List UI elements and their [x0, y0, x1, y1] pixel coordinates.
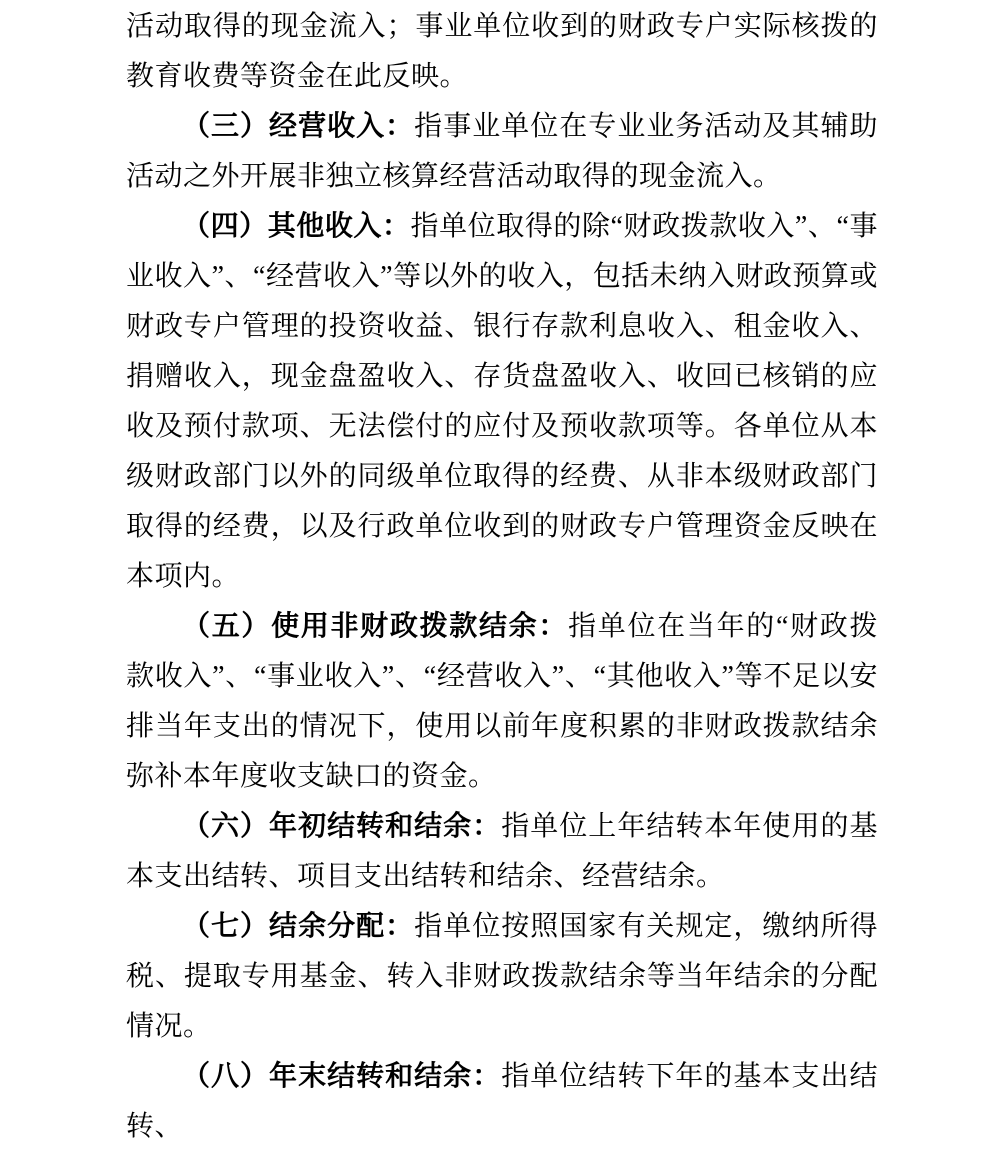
para-label: （五）使用非财政拨款结余：: [182, 611, 569, 642]
para-section-5: [126, 602, 878, 802]
para-continuation: [126, 2, 878, 102]
para-text: 指单位按照国家有关规定，缴纳所得税、提取专用基金、转入非财政拨款结余等当年结余的分配情况。: [126, 911, 878, 1042]
para-section-6: [126, 802, 878, 902]
para-text: 指单位在当年的“财政拨款收入”、“事业收入”、“经营收入”、“其他收入”等不足以安排当年支出的情况下，使用以前年度积累的非财政拨款结余弥补本年度收支缺口的资金。: [126, 611, 878, 792]
para-label: （七）结余分配：: [182, 911, 415, 942]
para-section-3: [126, 102, 878, 202]
para-label: （三）经营收入：: [182, 111, 415, 142]
para-label: （八）年末结转和结余：: [182, 1061, 502, 1092]
para-text: 指单位上年结转本年使用的基本支出结转、项目支出结转和结余、经营结余。: [126, 811, 878, 892]
para-text: 指单位取得的除“财政拨款收入”、“事业收入”、“经营收入”等以外的收入，包括未纳入财政预算或财政专户管理的投资收益、银行存款利息收入、租金收入、捐赠收入，现金盘盈收入、存货盘盈收入、收回已核销的应收及预付款项、无法偿付的应付及预收款项等。各单位从本级财政部门以外的同级单位取得的经费、从非本级财政部门取得的经费，以及行政单位收到的财政专户管理资金反映在本项内。: [126, 211, 878, 592]
para-text: 指单位结转下年的基本支出结转、: [126, 1061, 878, 1142]
para-text: 指事业单位在专业业务活动及其辅助活动之外开展非独立核算经营活动取得的现金流入。: [126, 111, 878, 192]
para-section-7: [126, 902, 878, 1052]
para-text: 活动取得的现金流入；事业单位收到的财政专户实际核拨的教育收费等资金在此反映。: [126, 11, 878, 92]
para-section-8: [126, 1052, 878, 1152]
para-section-4: [126, 202, 878, 602]
para-label: （四）其他收入：: [182, 211, 411, 242]
para-label: （六）年初结转和结余：: [182, 811, 502, 842]
